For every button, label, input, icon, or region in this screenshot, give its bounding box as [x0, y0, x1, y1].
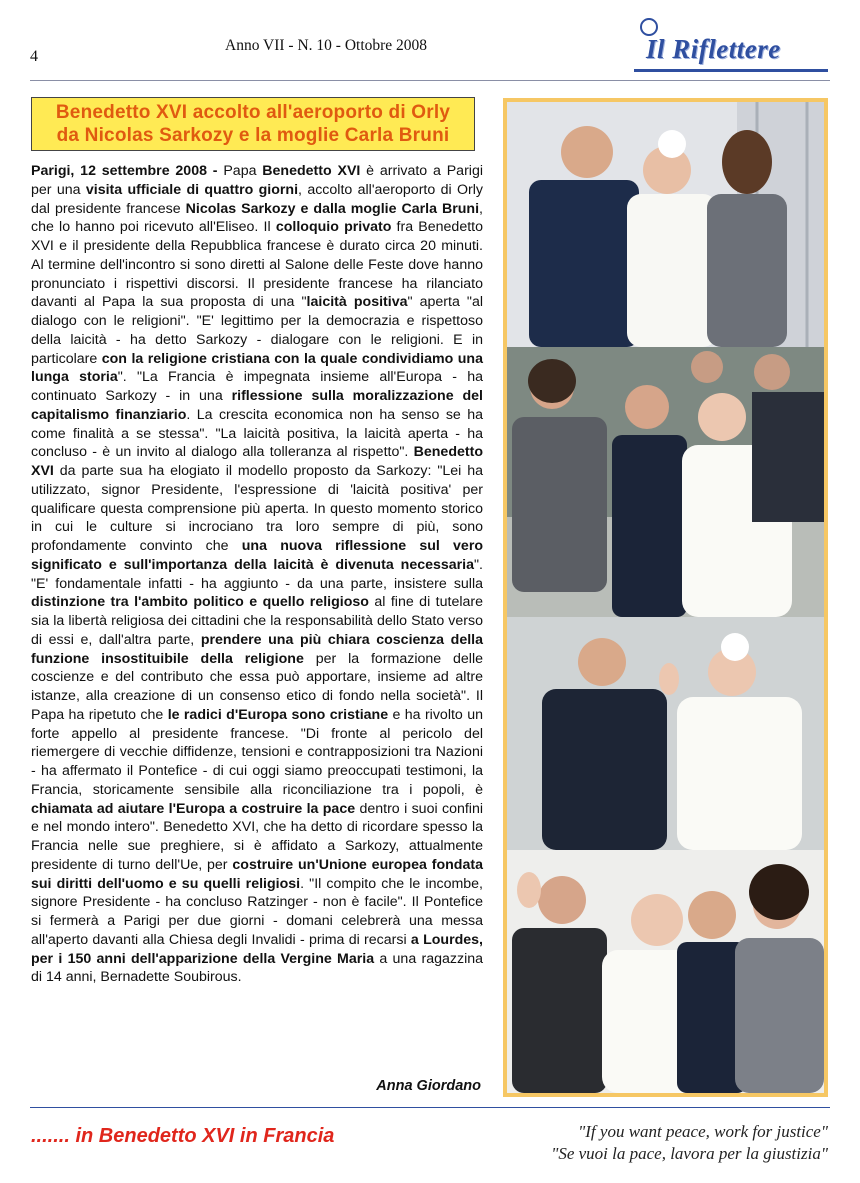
article-text-run: ". "La Francia è impegnata insieme all'Europa - ha continuato Sarkozy - in una [31, 369, 483, 404]
article-text-run: . "Il compito che le incombe, signore Presidente - ha concluso Ratzinger - non è facile". Il Pontefice si fermerà a Parigi per due giorni - domani celebrerà una messa all'aperto davanti alla Chiesa degli Invalidi - prima di recarsi [31, 875, 483, 948]
article-text-run: da parte sua ha elogiato il modello proposto da Sarkozy: "Lei ha utilizzato, signor Presidente, l'espressione di 'laicità positiva' per qualificare questa comprensione più aperta. In questo momento storico in cui le culture si incrociano tra loro sempre di più, sono profondamente convinto che [31, 463, 483, 554]
article-text-run: . La crescita economica non ha senso se ha come finalità a se stessa". "La laicità positiva, la laicità aperta - ha concluso - è un invito al dialogo alla tolleranza al rispetto". [31, 406, 483, 461]
article-text-run: al fine di tutelare sia la libertà religiosa dei cittadini che la responsabilità dello Stato verso di essi e, dall'altra parte, [31, 594, 483, 648]
article-text-run: dentro i suoi confini e nel mondo intero". Benedetto XVI, che ha detto di ricordare spesso la Francia nelle sue preghiere, si è affidato a Sarkozy, attualmente presidente di turno dell'Ue, per [31, 800, 483, 873]
photo-pope-waving [507, 617, 824, 850]
article-paragraph [31, 162, 483, 987]
article-bold-run: visita ufficiale di quattro giorni [85, 181, 299, 198]
article-bold-run: riflessione sulla moralizzazione del capitalismo finanziario [31, 388, 483, 423]
article-bold-run: Benedetto XVI [262, 163, 361, 179]
article-bold-run: laicità positiva [306, 294, 408, 311]
article-bold-run: colloquio privato [275, 219, 392, 236]
article-bold-run: Nicolas Sarkozy e dalla moglie Carla Bruni [185, 200, 480, 217]
article-text-run: e ha rivolto un forte appello al presidente francese. "Di fronte al pericolo del riemergere di vecchie diffidenze, tensioni e contrapposizioni tra Nazioni - ha affermato il Pontefice - di cui oggi siamo preoccupati testimoni, la Francia, storicamente sensibile alla riconciliazione tra i popoli, è [31, 706, 483, 798]
footer-quote-italian: "Se vuoi la pace, lavora per la giustizia" [551, 1144, 828, 1163]
masthead-logo [640, 26, 830, 68]
footer-quote-english: "If you want peace, work for justice" [578, 1122, 828, 1141]
article-text-run: " aperta "al dialogo con le religioni". "E' legittimo per la democrazia e rispettoso della laicità - ha detto Sarkozy - dialogare con le religioni. E in particolare [31, 294, 484, 367]
byline: Anna Giordano [376, 1078, 481, 1094]
footer-section-title: ....... in Benedetto XVI in Francia [31, 1125, 335, 1147]
article-text-run: ". "E' fondamentale infatti - ha aggiunto - da una parte, insistere sulla [31, 556, 483, 592]
issue-info: Anno VII - N. 10 - Ottobre 2008 [225, 37, 428, 54]
article-text-run: per la formazione delle coscienze e del contributo che essa può apportare, insieme ad altre istanze, alla creazione di un consenso etico di fondo nella società". Il Papa ha ripetuto che [31, 650, 484, 723]
masthead-title: Il Riflettere [646, 34, 781, 64]
photo-group-walking [507, 347, 824, 617]
masthead-underline [634, 69, 828, 72]
article-text-run: , accolto all'aeroporto di Orly dal presidente francese [31, 181, 483, 217]
footer-divider [30, 1107, 830, 1108]
photo-arrival-stairs [507, 102, 824, 347]
article-bold-run: chiamata ad aiutare l'Europa a costruire la pace [31, 800, 356, 817]
headline-line-2: da Nicolas Sarkozy e la moglie Carla Bruni [56, 125, 450, 146]
headline-box [31, 97, 475, 151]
article-bold-run: con la religione cristiana con la quale condividiamo una lunga storia [31, 350, 483, 386]
article-text-run: è arrivato a Parigi per una [31, 163, 483, 198]
article-bold-run: a Lourdes, per i 150 anni dell'apparizione della Vergine Maria [31, 931, 483, 967]
article-bold-run: costruire un'Unione europea fondata sui diritti dell'uomo e su quelli religiosi [31, 856, 483, 892]
photo-waving-crowd [507, 850, 824, 1093]
header-divider [30, 80, 830, 81]
page-number: 4 [30, 48, 38, 65]
article-bold-run: prendere una più chiara coscienza della funzione insostituibile della religione [31, 631, 483, 667]
article-text-run: a una ragazzina di 14 anni, Bernadette Soubirous. [31, 950, 483, 986]
headline-line-1: Benedetto XVI accolto all'aeroporto di Orly [55, 102, 451, 123]
article-bold-run: le radici d'Europa sono cristiane [167, 706, 389, 723]
article-bold-run: distinzione tra l'ambito politico e quello religioso [31, 594, 369, 611]
article-body [31, 162, 483, 987]
article-bold-run: Benedetto XVI [31, 444, 483, 479]
article-text-run: fra Benedetto XVI e il presidente della Repubblica francese è durato circa 20 minuti. Al termine dell'incontro si sono diretti al Salone delle Feste dove hanno pronunciato i rispettivi discorsi. Il presidente francese ha rilanciato davanti al Papa la sua proposta di una " [31, 219, 483, 311]
article-text-run: Papa [223, 163, 263, 179]
article-bold-run: Parigi, 12 settembre 2008 - [31, 163, 224, 179]
photo-column [503, 98, 828, 1097]
article-text-run: , che lo hanno poi ricevuto all'Eliseo. Il [31, 200, 483, 236]
article-bold-run: una nuova riflessione sul vero significato e sull'importanza della laicità è divenuta necessaria [31, 538, 484, 573]
